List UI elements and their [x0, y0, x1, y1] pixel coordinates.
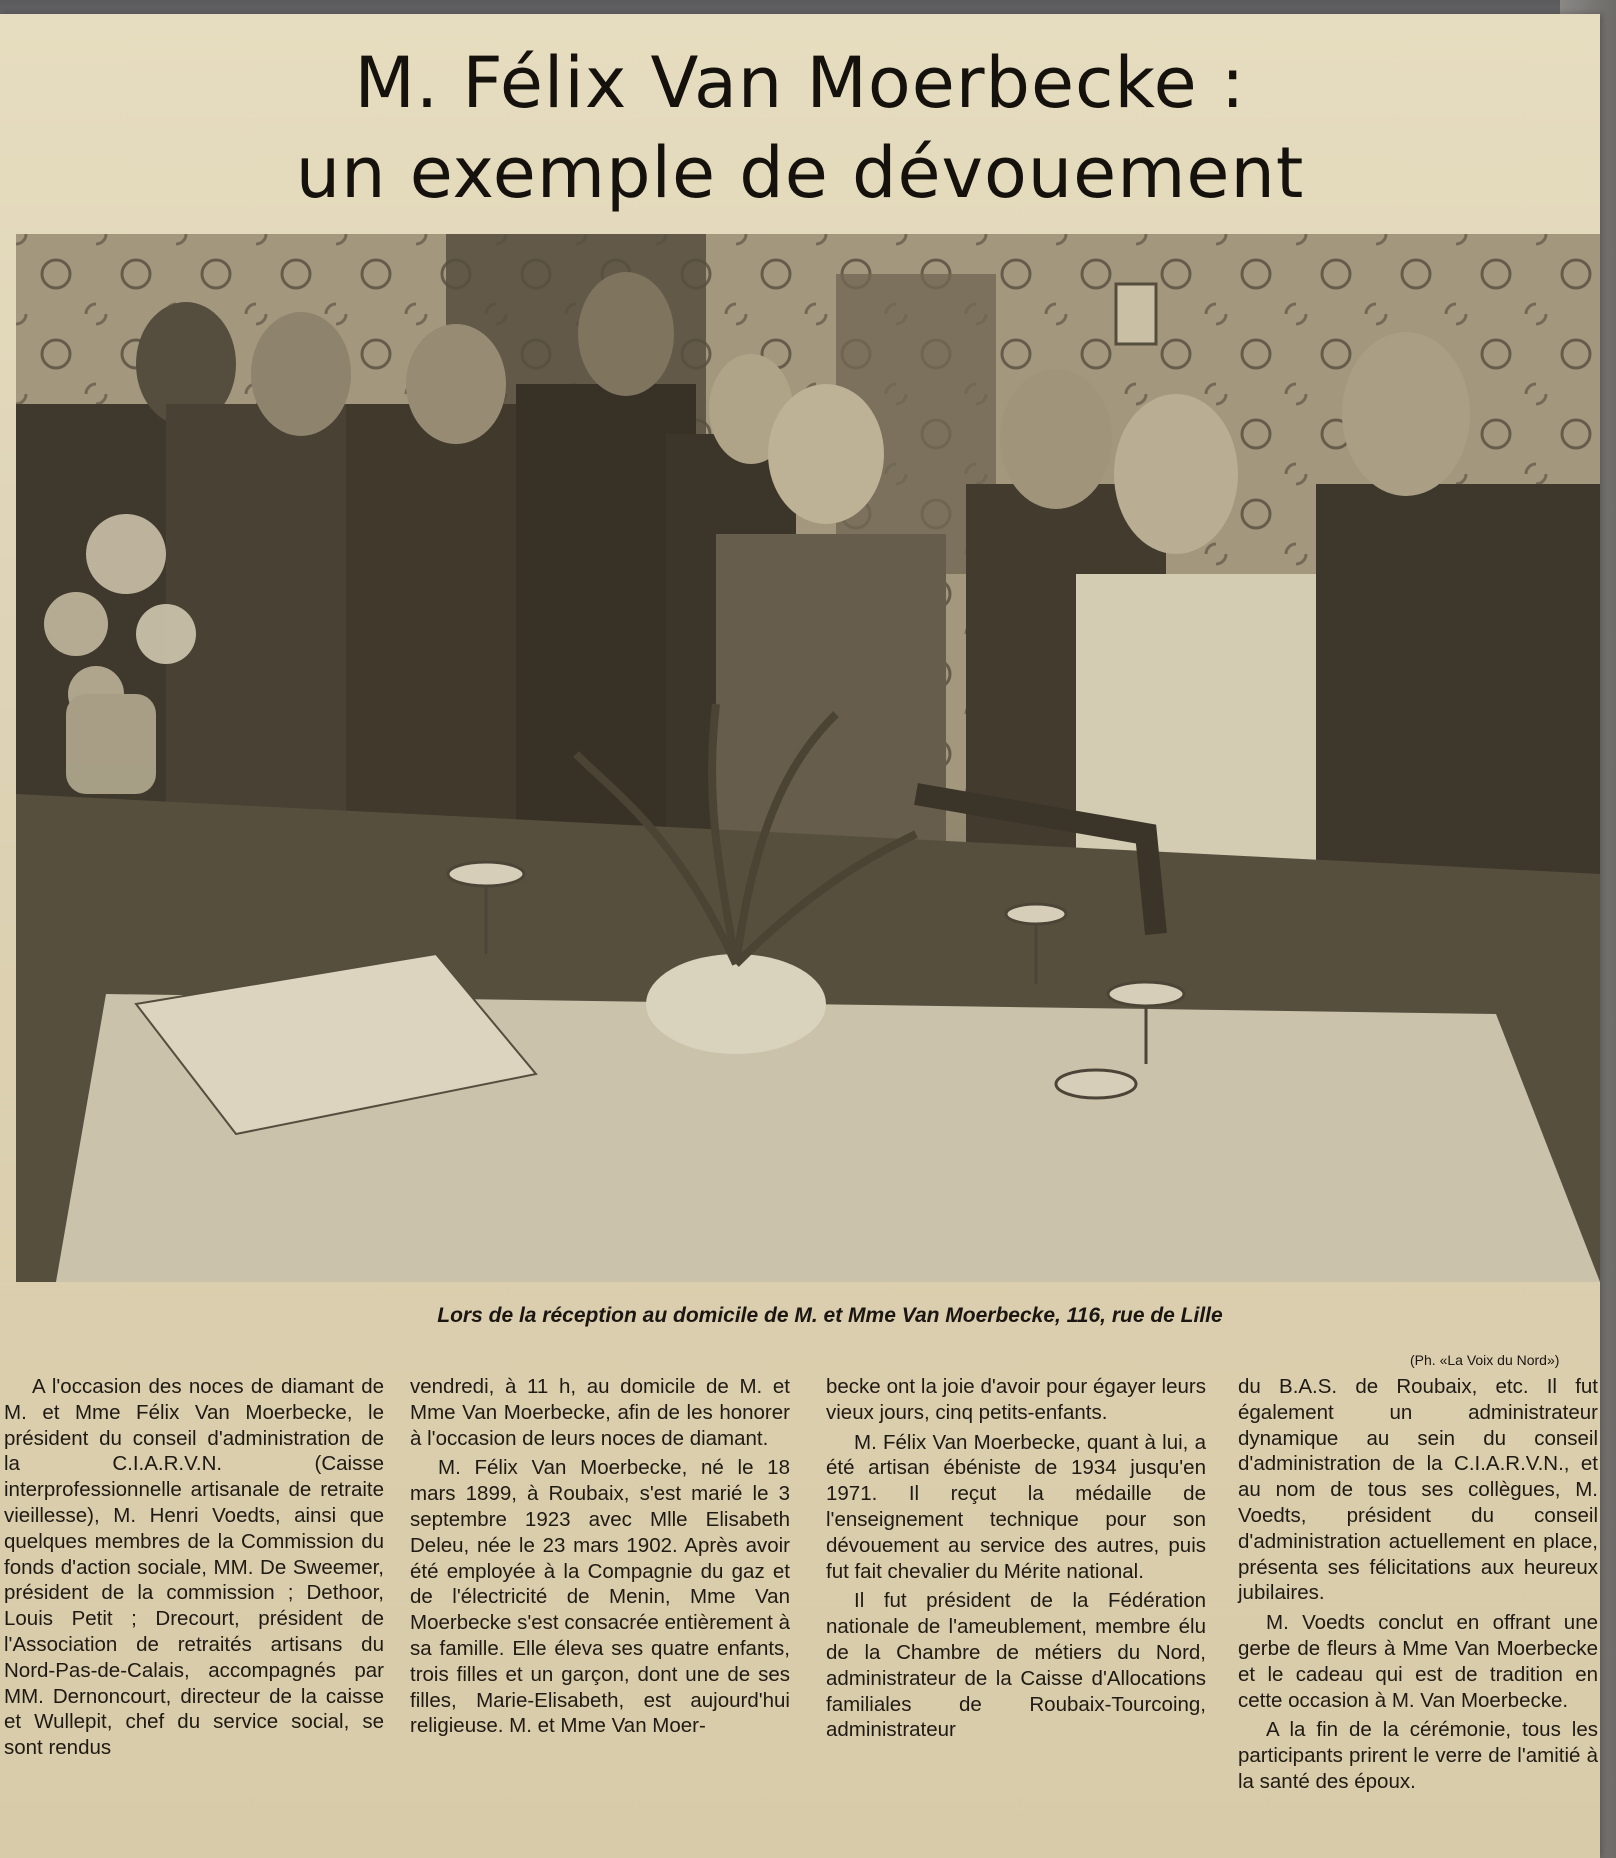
- photo-caption: Lors de la réception au domicile de M. et Mme Van Moerbecke, 116, rue de Lille: [437, 1304, 1223, 1327]
- article-column-3: [826, 1374, 1206, 1747]
- paragraph: A l'occasion des noces de diamant de M. et Mme Félix Van Moerbecke, le président du conseil d'administration de la C.I.A.R.V.N. (Caisse interprofessionnelle artisanale de retraite vieillesse), M. Henri Voedts, ainsi que quelques membres de la Commission du fonds d'action sociale, MM. De Sweemer, président de la commission ; Dethoor, Louis Petit ; Drecourt, président de l'Association de retraités artisans du Nord-Pas-de-Calais, accompagnés par MM. Dernoncourt, directeur de la caisse et Wullepit, chef du service social, se sont rendus: [4, 1375, 384, 1760]
- newspaper-clipping: [0, 14, 1600, 1858]
- paragraph: M. Félix Van Moerbecke, né le 18 mars 1899, à Roubaix, s'est marié le 3 septembre 1923 avec Mlle Elisabeth Deleu, née le 23 mars 1902. Après avoir été employée à la Compagnie du gaz et de l'électricité de Menin, Mme Van Moerbecke s'est consacrée entièrement à sa famille. Elle éleva ses quatre enfants, trois filles et un garçon, dont une de ses filles, Marie-Elisabeth, est aujourd'hui religieuse. M. et Mme Van Moer-: [410, 1456, 790, 1738]
- photo-illustration: [16, 234, 1600, 1282]
- paragraph: vendredi, à 11 h, au domicile de M. et Mme Van Moerbecke, afin de les honorer à l'occasion de leurs noces de diamant.: [410, 1375, 790, 1450]
- paragraph: Il fut président de la Fédération nationale de l'ameublement, membre élu de la Chambre de métiers du Nord, administrateur de la Caisse d'Allocations familiales de Roubaix-Tourcoing, administrateur: [826, 1589, 1206, 1742]
- photo-credit: (Ph. «La Voix du Nord»): [1410, 1352, 1560, 1368]
- headline-line-1: M. Félix Van Moerbecke :: [354, 42, 1246, 124]
- paragraph: du B.A.S. de Roubaix, etc. Il fut également un administrateur dynamique au sein du conseil d'administration de la C.I.A.R.V.N., et au nom de tous ses collègues, M. Voedts, président du conseil d'administration actuellement en place, présenta ses félicitations aux heureux jubilaires.: [1238, 1375, 1598, 1605]
- article-column-1: [4, 1374, 384, 1765]
- paragraph: becke ont la joie d'avoir pour égayer leurs vieux jours, cinq petits-enfants.: [826, 1375, 1206, 1424]
- article-column-2: [410, 1374, 790, 1743]
- headline-line-2: un exemple de dévouement: [295, 132, 1305, 214]
- group-photograph: [16, 234, 1600, 1282]
- paragraph: M. Félix Van Moerbecke, quant à lui, a été artisan ébéniste de 1934 jusqu'en 1971. Il reçut la médaille de l'enseignement technique pour son dévouement au service des autres, puis fut fait chevalier du Mérite national.: [826, 1430, 1206, 1583]
- paragraph: M. Voedts conclut en offrant une gerbe de fleurs à Mme Van Moerbecke et le cadeau qui est de tradition en cette occasion à M. Van Moerbecke.: [1238, 1611, 1598, 1712]
- article-column-4: [1238, 1374, 1598, 1799]
- paragraph: A la fin de la cérémonie, tous les participants prirent le verre de l'amitié à la santé des époux.: [1238, 1718, 1598, 1793]
